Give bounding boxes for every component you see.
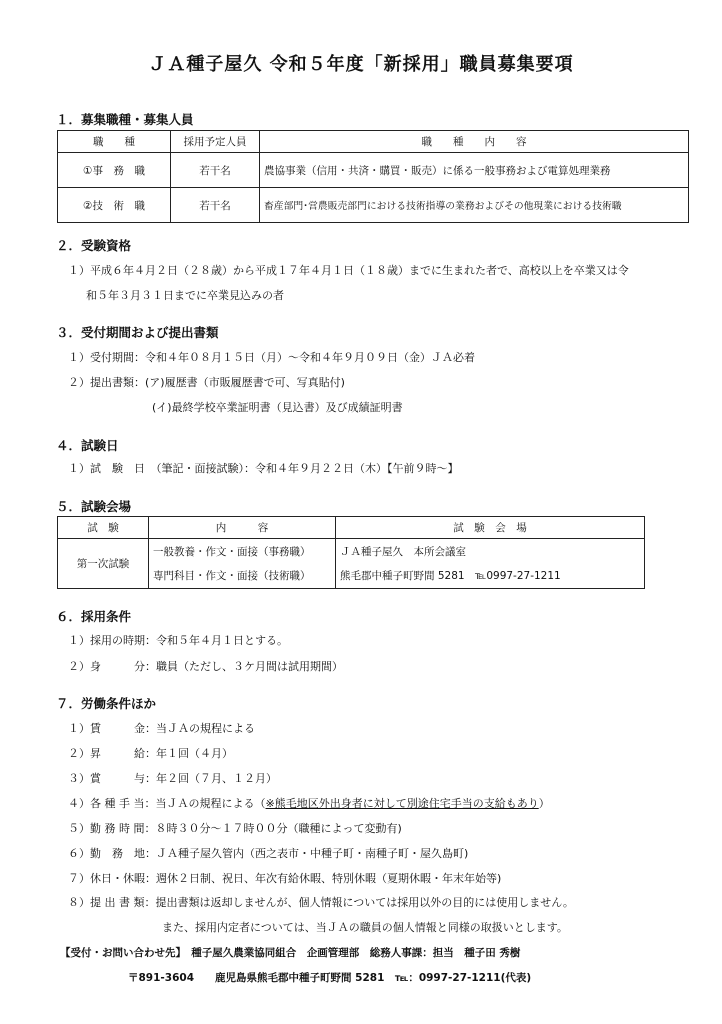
exam-venue-table <box>57 516 645 589</box>
section-1-heading: １．募集職種・募集人員 <box>56 112 194 127</box>
page-title: ＪＡ種子屋久 令和５年度「新採用」職員募集要項 <box>148 54 574 75</box>
documents-line-1: ２）提出書類：(ア)履歴書（市販履歴書で可、写真貼付) <box>68 376 345 389</box>
exam-content-1: 一般教養・作文・面接（事務職） <box>149 539 336 564</box>
table-header-row <box>58 131 689 153</box>
header-description: 職 種 内 容 <box>260 131 689 153</box>
documents-line-2: (イ)最終学校卒業証明書（見込書）及び成績証明書 <box>152 401 403 414</box>
hire-date: １）採用の時期：令和５年４月１日とする。 <box>68 634 288 647</box>
header-job: 職 種 <box>58 131 171 153</box>
exam-stage: 第一次試験 <box>58 539 149 589</box>
allowances-close: ） <box>538 797 550 810</box>
bonus: ３）賞 与：年２回（７月、１２月） <box>68 772 277 785</box>
wages: １）賃 金：当ＪＡの規程による <box>68 722 255 735</box>
venue-address: 熊毛郡中種子町野間 5281 ℡0997-27-1211 <box>336 564 645 589</box>
employment-status: ２）身 分：職員（ただし、３ケ月間は試用期間） <box>68 660 343 673</box>
working-hours: ５）勤 務 時 間：８時３０分～１７時００分（職種によって変動有) <box>68 822 402 835</box>
header-venue: 試 験 会 場 <box>336 517 645 539</box>
table-row <box>58 153 689 188</box>
allowances <box>68 795 550 811</box>
job-name: ②技 術 職 <box>58 188 171 223</box>
table-row <box>58 539 645 564</box>
table-header-row <box>58 517 645 539</box>
exam-content-2: 専門科目・作文・面接（技術職） <box>149 564 336 589</box>
venue-name: ＪＡ種子屋久 本所会議室 <box>336 539 645 564</box>
header-content: 内 容 <box>149 517 336 539</box>
section-5-heading: ５．試験会場 <box>56 499 132 514</box>
job-name: ①事 務 職 <box>58 153 171 188</box>
housing-allowance-note: ※熊毛地区外出身者に対して別途住宅手当の支給もあり <box>265 797 539 810</box>
job-count: 若干名 <box>171 188 260 223</box>
contact-address: 〒891-3604 鹿児島県熊毛郡中種子町野間 5281 ℡：0997-27-1211(代表) <box>128 972 532 984</box>
positions-table <box>57 130 689 223</box>
work-location: ６）勤 務 地：ＪＡ種子屋久管内（西之表市・中種子町・南種子町・屋久島町) <box>68 847 469 860</box>
application-period: １）受付期間：令和４年０８月１５日（月）～令和４年９月０９日（金）ＪＡ必着 <box>68 351 475 364</box>
submitted-documents: ８）提 出 書 類：提出書類は返却しませんが、個人情報については採用以外の目的には使用しません。 <box>68 896 574 909</box>
eligibility-line-2: 和５年３月３１日までに卒業見込みの者 <box>86 289 284 302</box>
section-2-heading: ２．受験資格 <box>56 238 132 253</box>
allowances-text: ４）各 種 手 当：当ＪＡの規程による（ <box>68 797 266 810</box>
personal-info-note: また、採用内定者については、当ＪＡの職員の個人情報と同様の取扱いとします。 <box>162 921 568 934</box>
section-4-heading: ４．試験日 <box>56 438 119 453</box>
pay-raise: ２）昇 給：年１回（４月） <box>68 747 233 760</box>
section-6-heading: ６．採用条件 <box>56 609 132 624</box>
contact-info: 【受付・お問い合わせ先】 種子屋久農業協同組合 企画管理部 総務人事課：担当 種子田 秀樹 <box>60 947 521 959</box>
job-description: 農協事業（信用・共済・購買・販売）に係る一般事務および電算処理業務 <box>260 153 689 188</box>
holidays: ７）休日・休暇：週休２日制、祝日、年次有給休暇、特別休暇（夏期休暇・年末年始等) <box>68 872 502 885</box>
section-7-heading: ７．労働条件ほか <box>56 696 157 711</box>
header-exam: 試 験 <box>58 517 149 539</box>
exam-date: １）試 験 日 （筆記・面接試験）：令和４年９月２２日（木）【午前９時～】 <box>68 462 459 475</box>
table-row <box>58 188 689 223</box>
job-description: 畜産部門･営農販売部門における技術指導の業務およびその他現業における技術職 <box>260 188 689 223</box>
header-count: 採用予定人員 <box>171 131 260 153</box>
eligibility-line-1: １）平成６年４月２日（２８歳）から平成１７年４月１日（１８歳）までに生まれた者で、高校以上を卒業又は令 <box>68 264 629 277</box>
section-3-heading: ３．受付期間および提出書類 <box>56 325 219 340</box>
job-count: 若干名 <box>171 153 260 188</box>
